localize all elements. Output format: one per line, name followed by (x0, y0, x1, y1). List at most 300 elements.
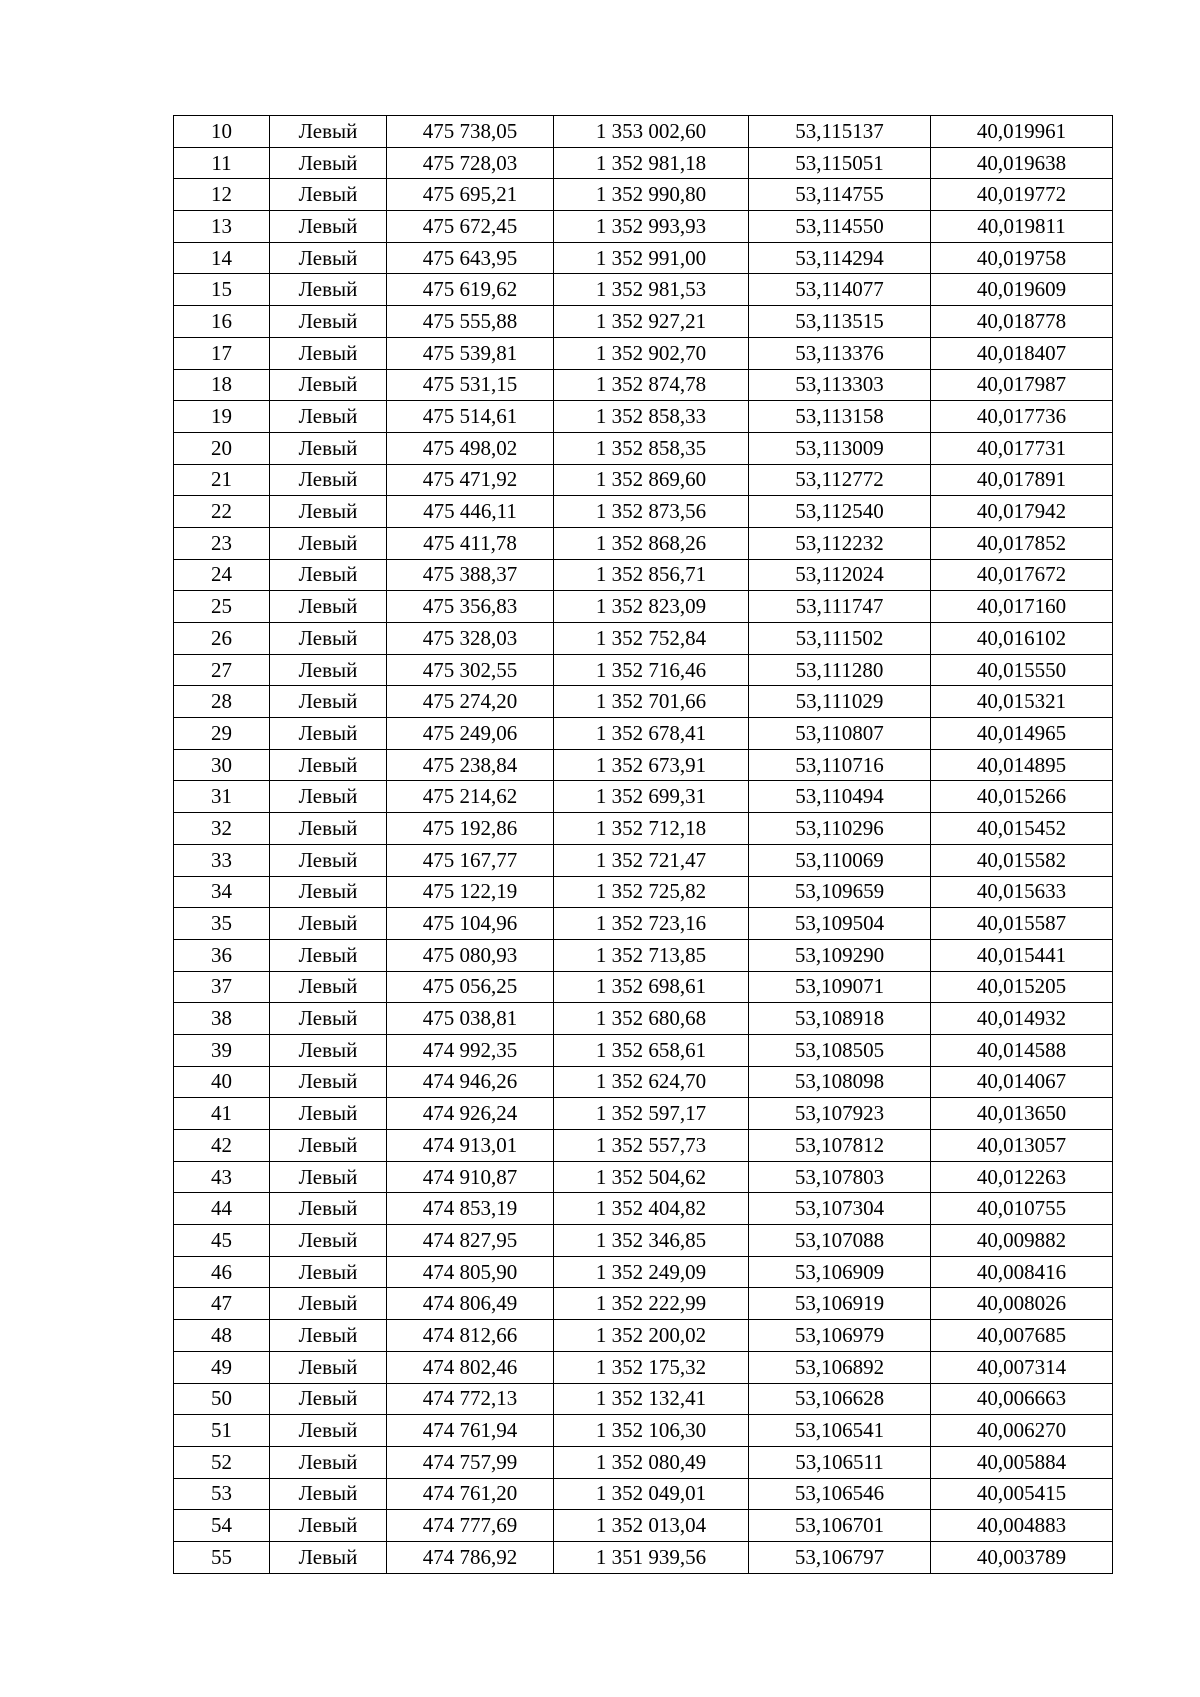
point-number-cell: 29 (174, 718, 270, 750)
table-row (174, 1351, 1113, 1383)
y-coordinate-cell: 1 352 981,18 (554, 147, 749, 179)
longitude-cell: 40,014895 (931, 749, 1113, 781)
side-cell: Левый (270, 686, 387, 718)
x-coordinate-cell: 475 104,96 (387, 908, 554, 940)
latitude-cell: 53,111029 (749, 686, 931, 718)
y-coordinate-cell: 1 352 013,04 (554, 1510, 749, 1542)
table-row (174, 1225, 1113, 1257)
table-row (174, 1161, 1113, 1193)
table-row (174, 1003, 1113, 1035)
longitude-cell: 40,019961 (931, 116, 1113, 148)
longitude-cell: 40,015550 (931, 654, 1113, 686)
y-coordinate-cell: 1 352 990,80 (554, 179, 749, 211)
point-number-cell: 43 (174, 1161, 270, 1193)
point-number-cell: 35 (174, 908, 270, 940)
table-row (174, 1510, 1113, 1542)
side-cell: Левый (270, 1130, 387, 1162)
y-coordinate-cell: 1 352 175,32 (554, 1351, 749, 1383)
x-coordinate-cell: 474 772,13 (387, 1383, 554, 1415)
longitude-cell: 40,004883 (931, 1510, 1113, 1542)
side-cell: Левый (270, 432, 387, 464)
longitude-cell: 40,012263 (931, 1161, 1113, 1193)
table-row (174, 1541, 1113, 1573)
latitude-cell: 53,107088 (749, 1225, 931, 1257)
y-coordinate-cell: 1 352 716,46 (554, 654, 749, 686)
longitude-cell: 40,017852 (931, 527, 1113, 559)
side-cell: Левый (270, 1193, 387, 1225)
latitude-cell: 53,111747 (749, 591, 931, 623)
y-coordinate-cell: 1 352 856,71 (554, 559, 749, 591)
y-coordinate-cell: 1 352 993,93 (554, 211, 749, 243)
latitude-cell: 53,112024 (749, 559, 931, 591)
longitude-cell: 40,015205 (931, 971, 1113, 1003)
point-number-cell: 14 (174, 242, 270, 274)
point-number-cell: 46 (174, 1256, 270, 1288)
longitude-cell: 40,005415 (931, 1478, 1113, 1510)
longitude-cell: 40,017160 (931, 591, 1113, 623)
longitude-cell: 40,015633 (931, 876, 1113, 908)
coordinates-table (173, 115, 1113, 1574)
longitude-cell: 40,013650 (931, 1098, 1113, 1130)
table-row (174, 211, 1113, 243)
x-coordinate-cell: 475 643,95 (387, 242, 554, 274)
latitude-cell: 53,108505 (749, 1034, 931, 1066)
x-coordinate-cell: 475 122,19 (387, 876, 554, 908)
latitude-cell: 53,114755 (749, 179, 931, 211)
side-cell: Левый (270, 1478, 387, 1510)
longitude-cell: 40,003789 (931, 1541, 1113, 1573)
table-row (174, 1193, 1113, 1225)
side-cell: Левый (270, 464, 387, 496)
point-number-cell: 19 (174, 401, 270, 433)
x-coordinate-cell: 474 802,46 (387, 1351, 554, 1383)
y-coordinate-cell: 1 352 712,18 (554, 813, 749, 845)
x-coordinate-cell: 475 539,81 (387, 337, 554, 369)
latitude-cell: 53,112232 (749, 527, 931, 559)
y-coordinate-cell: 1 353 002,60 (554, 116, 749, 148)
y-coordinate-cell: 1 352 132,41 (554, 1383, 749, 1415)
y-coordinate-cell: 1 352 222,99 (554, 1288, 749, 1320)
side-cell: Левый (270, 559, 387, 591)
point-number-cell: 38 (174, 1003, 270, 1035)
latitude-cell: 53,108918 (749, 1003, 931, 1035)
latitude-cell: 53,114550 (749, 211, 931, 243)
table-row (174, 116, 1113, 148)
x-coordinate-cell: 475 167,77 (387, 844, 554, 876)
y-coordinate-cell: 1 352 504,62 (554, 1161, 749, 1193)
longitude-cell: 40,017942 (931, 496, 1113, 528)
x-coordinate-cell: 475 056,25 (387, 971, 554, 1003)
latitude-cell: 53,114077 (749, 274, 931, 306)
latitude-cell: 53,113303 (749, 369, 931, 401)
y-coordinate-cell: 1 352 624,70 (554, 1066, 749, 1098)
point-number-cell: 49 (174, 1351, 270, 1383)
point-number-cell: 41 (174, 1098, 270, 1130)
table-row (174, 1415, 1113, 1447)
y-coordinate-cell: 1 352 698,61 (554, 971, 749, 1003)
x-coordinate-cell: 474 946,26 (387, 1066, 554, 1098)
y-coordinate-cell: 1 352 673,91 (554, 749, 749, 781)
point-number-cell: 16 (174, 306, 270, 338)
table-row (174, 432, 1113, 464)
latitude-cell: 53,111502 (749, 623, 931, 655)
side-cell: Левый (270, 1034, 387, 1066)
point-number-cell: 28 (174, 686, 270, 718)
latitude-cell: 53,112772 (749, 464, 931, 496)
table-row (174, 401, 1113, 433)
side-cell: Левый (270, 1510, 387, 1542)
point-number-cell: 22 (174, 496, 270, 528)
x-coordinate-cell: 474 853,19 (387, 1193, 554, 1225)
latitude-cell: 53,110296 (749, 813, 931, 845)
x-coordinate-cell: 475 498,02 (387, 432, 554, 464)
longitude-cell: 40,017731 (931, 432, 1113, 464)
table-row (174, 1130, 1113, 1162)
side-cell: Левый (270, 1161, 387, 1193)
y-coordinate-cell: 1 352 874,78 (554, 369, 749, 401)
longitude-cell: 40,014965 (931, 718, 1113, 750)
y-coordinate-cell: 1 352 080,49 (554, 1446, 749, 1478)
longitude-cell: 40,014067 (931, 1066, 1113, 1098)
table-row (174, 147, 1113, 179)
longitude-cell: 40,015441 (931, 939, 1113, 971)
latitude-cell: 53,113009 (749, 432, 931, 464)
point-number-cell: 18 (174, 369, 270, 401)
side-cell: Левый (270, 116, 387, 148)
x-coordinate-cell: 474 913,01 (387, 1130, 554, 1162)
side-cell: Левый (270, 401, 387, 433)
latitude-cell: 53,113515 (749, 306, 931, 338)
side-cell: Левый (270, 813, 387, 845)
point-number-cell: 33 (174, 844, 270, 876)
y-coordinate-cell: 1 352 752,84 (554, 623, 749, 655)
longitude-cell: 40,006663 (931, 1383, 1113, 1415)
point-number-cell: 15 (174, 274, 270, 306)
longitude-cell: 40,015587 (931, 908, 1113, 940)
side-cell: Левый (270, 718, 387, 750)
latitude-cell: 53,115137 (749, 116, 931, 148)
table-row (174, 496, 1113, 528)
side-cell: Левый (270, 749, 387, 781)
latitude-cell: 53,106797 (749, 1541, 931, 1573)
latitude-cell: 53,111280 (749, 654, 931, 686)
longitude-cell: 40,006270 (931, 1415, 1113, 1447)
point-number-cell: 40 (174, 1066, 270, 1098)
longitude-cell: 40,015321 (931, 686, 1113, 718)
longitude-cell: 40,015452 (931, 813, 1113, 845)
y-coordinate-cell: 1 352 658,61 (554, 1034, 749, 1066)
point-number-cell: 52 (174, 1446, 270, 1478)
point-number-cell: 45 (174, 1225, 270, 1257)
side-cell: Левый (270, 781, 387, 813)
side-cell: Левый (270, 274, 387, 306)
longitude-cell: 40,016102 (931, 623, 1113, 655)
x-coordinate-cell: 475 619,62 (387, 274, 554, 306)
latitude-cell: 53,109659 (749, 876, 931, 908)
longitude-cell: 40,017672 (931, 559, 1113, 591)
latitude-cell: 53,107304 (749, 1193, 931, 1225)
table-row (174, 718, 1113, 750)
longitude-cell: 40,007685 (931, 1320, 1113, 1352)
table-row (174, 464, 1113, 496)
table-row (174, 781, 1113, 813)
x-coordinate-cell: 475 238,84 (387, 749, 554, 781)
table-row (174, 1034, 1113, 1066)
table-row (174, 1446, 1113, 1478)
table-row (174, 306, 1113, 338)
x-coordinate-cell: 474 761,94 (387, 1415, 554, 1447)
x-coordinate-cell: 475 302,55 (387, 654, 554, 686)
longitude-cell: 40,014588 (931, 1034, 1113, 1066)
side-cell: Левый (270, 211, 387, 243)
side-cell: Левый (270, 623, 387, 655)
x-coordinate-cell: 475 728,03 (387, 147, 554, 179)
y-coordinate-cell: 1 352 723,16 (554, 908, 749, 940)
side-cell: Левый (270, 939, 387, 971)
table-row (174, 1256, 1113, 1288)
y-coordinate-cell: 1 352 701,66 (554, 686, 749, 718)
latitude-cell: 53,106979 (749, 1320, 931, 1352)
y-coordinate-cell: 1 352 858,35 (554, 432, 749, 464)
x-coordinate-cell: 475 249,06 (387, 718, 554, 750)
y-coordinate-cell: 1 352 991,00 (554, 242, 749, 274)
longitude-cell: 40,009882 (931, 1225, 1113, 1257)
table-row (174, 1066, 1113, 1098)
side-cell: Левый (270, 147, 387, 179)
point-number-cell: 36 (174, 939, 270, 971)
side-cell: Левый (270, 527, 387, 559)
table-row (174, 1288, 1113, 1320)
longitude-cell: 40,019609 (931, 274, 1113, 306)
latitude-cell: 53,110494 (749, 781, 931, 813)
latitude-cell: 53,106919 (749, 1288, 931, 1320)
x-coordinate-cell: 475 514,61 (387, 401, 554, 433)
side-cell: Левый (270, 1098, 387, 1130)
x-coordinate-cell: 474 992,35 (387, 1034, 554, 1066)
table-row (174, 527, 1113, 559)
side-cell: Левый (270, 179, 387, 211)
latitude-cell: 53,106909 (749, 1256, 931, 1288)
latitude-cell: 53,107923 (749, 1098, 931, 1130)
point-number-cell: 50 (174, 1383, 270, 1415)
latitude-cell: 53,106628 (749, 1383, 931, 1415)
point-number-cell: 27 (174, 654, 270, 686)
latitude-cell: 53,110716 (749, 749, 931, 781)
x-coordinate-cell: 474 805,90 (387, 1256, 554, 1288)
table-row (174, 274, 1113, 306)
longitude-cell: 40,007314 (931, 1351, 1113, 1383)
side-cell: Левый (270, 844, 387, 876)
y-coordinate-cell: 1 352 699,31 (554, 781, 749, 813)
point-number-cell: 51 (174, 1415, 270, 1447)
point-number-cell: 32 (174, 813, 270, 845)
x-coordinate-cell: 475 446,11 (387, 496, 554, 528)
point-number-cell: 11 (174, 147, 270, 179)
table-row (174, 749, 1113, 781)
table-row (174, 813, 1113, 845)
y-coordinate-cell: 1 352 557,73 (554, 1130, 749, 1162)
table-row (174, 686, 1113, 718)
longitude-cell: 40,017891 (931, 464, 1113, 496)
y-coordinate-cell: 1 352 678,41 (554, 718, 749, 750)
side-cell: Левый (270, 1256, 387, 1288)
table-row (174, 1320, 1113, 1352)
x-coordinate-cell: 474 812,66 (387, 1320, 554, 1352)
latitude-cell: 53,109504 (749, 908, 931, 940)
y-coordinate-cell: 1 352 981,53 (554, 274, 749, 306)
longitude-cell: 40,019811 (931, 211, 1113, 243)
longitude-cell: 40,019638 (931, 147, 1113, 179)
table-row (174, 939, 1113, 971)
x-coordinate-cell: 475 531,15 (387, 369, 554, 401)
longitude-cell: 40,017987 (931, 369, 1113, 401)
longitude-cell: 40,015266 (931, 781, 1113, 813)
x-coordinate-cell: 475 471,92 (387, 464, 554, 496)
side-cell: Левый (270, 1383, 387, 1415)
side-cell: Левый (270, 1320, 387, 1352)
x-coordinate-cell: 474 926,24 (387, 1098, 554, 1130)
point-number-cell: 39 (174, 1034, 270, 1066)
point-number-cell: 48 (174, 1320, 270, 1352)
y-coordinate-cell: 1 352 404,82 (554, 1193, 749, 1225)
x-coordinate-cell: 474 910,87 (387, 1161, 554, 1193)
latitude-cell: 53,110807 (749, 718, 931, 750)
x-coordinate-cell: 475 080,93 (387, 939, 554, 971)
side-cell: Левый (270, 1225, 387, 1257)
table-row (174, 179, 1113, 211)
y-coordinate-cell: 1 352 869,60 (554, 464, 749, 496)
latitude-cell: 53,109071 (749, 971, 931, 1003)
latitude-cell: 53,106511 (749, 1446, 931, 1478)
longitude-cell: 40,008416 (931, 1256, 1113, 1288)
side-cell: Левый (270, 337, 387, 369)
table-row (174, 591, 1113, 623)
y-coordinate-cell: 1 352 346,85 (554, 1225, 749, 1257)
longitude-cell: 40,010755 (931, 1193, 1113, 1225)
longitude-cell: 40,018778 (931, 306, 1113, 338)
y-coordinate-cell: 1 352 049,01 (554, 1478, 749, 1510)
x-coordinate-cell: 475 328,03 (387, 623, 554, 655)
point-number-cell: 12 (174, 179, 270, 211)
longitude-cell: 40,015582 (931, 844, 1113, 876)
point-number-cell: 30 (174, 749, 270, 781)
longitude-cell: 40,013057 (931, 1130, 1113, 1162)
latitude-cell: 53,106546 (749, 1478, 931, 1510)
point-number-cell: 17 (174, 337, 270, 369)
point-number-cell: 25 (174, 591, 270, 623)
longitude-cell: 40,017736 (931, 401, 1113, 433)
table-row (174, 971, 1113, 1003)
longitude-cell: 40,018407 (931, 337, 1113, 369)
y-coordinate-cell: 1 352 721,47 (554, 844, 749, 876)
latitude-cell: 53,106701 (749, 1510, 931, 1542)
point-number-cell: 54 (174, 1510, 270, 1542)
longitude-cell: 40,019772 (931, 179, 1113, 211)
x-coordinate-cell: 475 274,20 (387, 686, 554, 718)
point-number-cell: 47 (174, 1288, 270, 1320)
point-number-cell: 42 (174, 1130, 270, 1162)
side-cell: Левый (270, 1415, 387, 1447)
side-cell: Левый (270, 1066, 387, 1098)
latitude-cell: 53,115051 (749, 147, 931, 179)
x-coordinate-cell: 474 757,99 (387, 1446, 554, 1478)
point-number-cell: 34 (174, 876, 270, 908)
point-number-cell: 20 (174, 432, 270, 464)
y-coordinate-cell: 1 352 823,09 (554, 591, 749, 623)
latitude-cell: 53,110069 (749, 844, 931, 876)
latitude-cell: 53,106541 (749, 1415, 931, 1447)
point-number-cell: 10 (174, 116, 270, 148)
table-row (174, 654, 1113, 686)
x-coordinate-cell: 474 786,92 (387, 1541, 554, 1573)
table-row (174, 876, 1113, 908)
x-coordinate-cell: 474 761,20 (387, 1478, 554, 1510)
longitude-cell: 40,005884 (931, 1446, 1113, 1478)
y-coordinate-cell: 1 352 927,21 (554, 306, 749, 338)
x-coordinate-cell: 475 672,45 (387, 211, 554, 243)
side-cell: Левый (270, 242, 387, 274)
side-cell: Левый (270, 306, 387, 338)
latitude-cell: 53,112540 (749, 496, 931, 528)
longitude-cell: 40,008026 (931, 1288, 1113, 1320)
table-row (174, 242, 1113, 274)
point-number-cell: 44 (174, 1193, 270, 1225)
latitude-cell: 53,113376 (749, 337, 931, 369)
y-coordinate-cell: 1 352 249,09 (554, 1256, 749, 1288)
side-cell: Левый (270, 591, 387, 623)
latitude-cell: 53,107812 (749, 1130, 931, 1162)
table-row (174, 337, 1113, 369)
y-coordinate-cell: 1 352 200,02 (554, 1320, 749, 1352)
table-row (174, 623, 1113, 655)
table-row (174, 908, 1113, 940)
table-row (174, 1098, 1113, 1130)
latitude-cell: 53,108098 (749, 1066, 931, 1098)
point-number-cell: 55 (174, 1541, 270, 1573)
table-body (174, 116, 1113, 1574)
y-coordinate-cell: 1 352 858,33 (554, 401, 749, 433)
x-coordinate-cell: 475 214,62 (387, 781, 554, 813)
table-row (174, 559, 1113, 591)
longitude-cell: 40,019758 (931, 242, 1113, 274)
x-coordinate-cell: 475 038,81 (387, 1003, 554, 1035)
y-coordinate-cell: 1 351 939,56 (554, 1541, 749, 1573)
y-coordinate-cell: 1 352 868,26 (554, 527, 749, 559)
y-coordinate-cell: 1 352 680,68 (554, 1003, 749, 1035)
x-coordinate-cell: 475 388,37 (387, 559, 554, 591)
side-cell: Левый (270, 1351, 387, 1383)
point-number-cell: 23 (174, 527, 270, 559)
x-coordinate-cell: 475 555,88 (387, 306, 554, 338)
x-coordinate-cell: 475 192,86 (387, 813, 554, 845)
x-coordinate-cell: 474 806,49 (387, 1288, 554, 1320)
longitude-cell: 40,014932 (931, 1003, 1113, 1035)
side-cell: Левый (270, 876, 387, 908)
side-cell: Левый (270, 1003, 387, 1035)
table-row (174, 1478, 1113, 1510)
x-coordinate-cell: 475 738,05 (387, 116, 554, 148)
side-cell: Левый (270, 1446, 387, 1478)
latitude-cell: 53,106892 (749, 1351, 931, 1383)
side-cell: Левый (270, 369, 387, 401)
point-number-cell: 13 (174, 211, 270, 243)
x-coordinate-cell: 475 411,78 (387, 527, 554, 559)
x-coordinate-cell: 475 356,83 (387, 591, 554, 623)
y-coordinate-cell: 1 352 725,82 (554, 876, 749, 908)
side-cell: Левый (270, 971, 387, 1003)
point-number-cell: 37 (174, 971, 270, 1003)
side-cell: Левый (270, 1541, 387, 1573)
